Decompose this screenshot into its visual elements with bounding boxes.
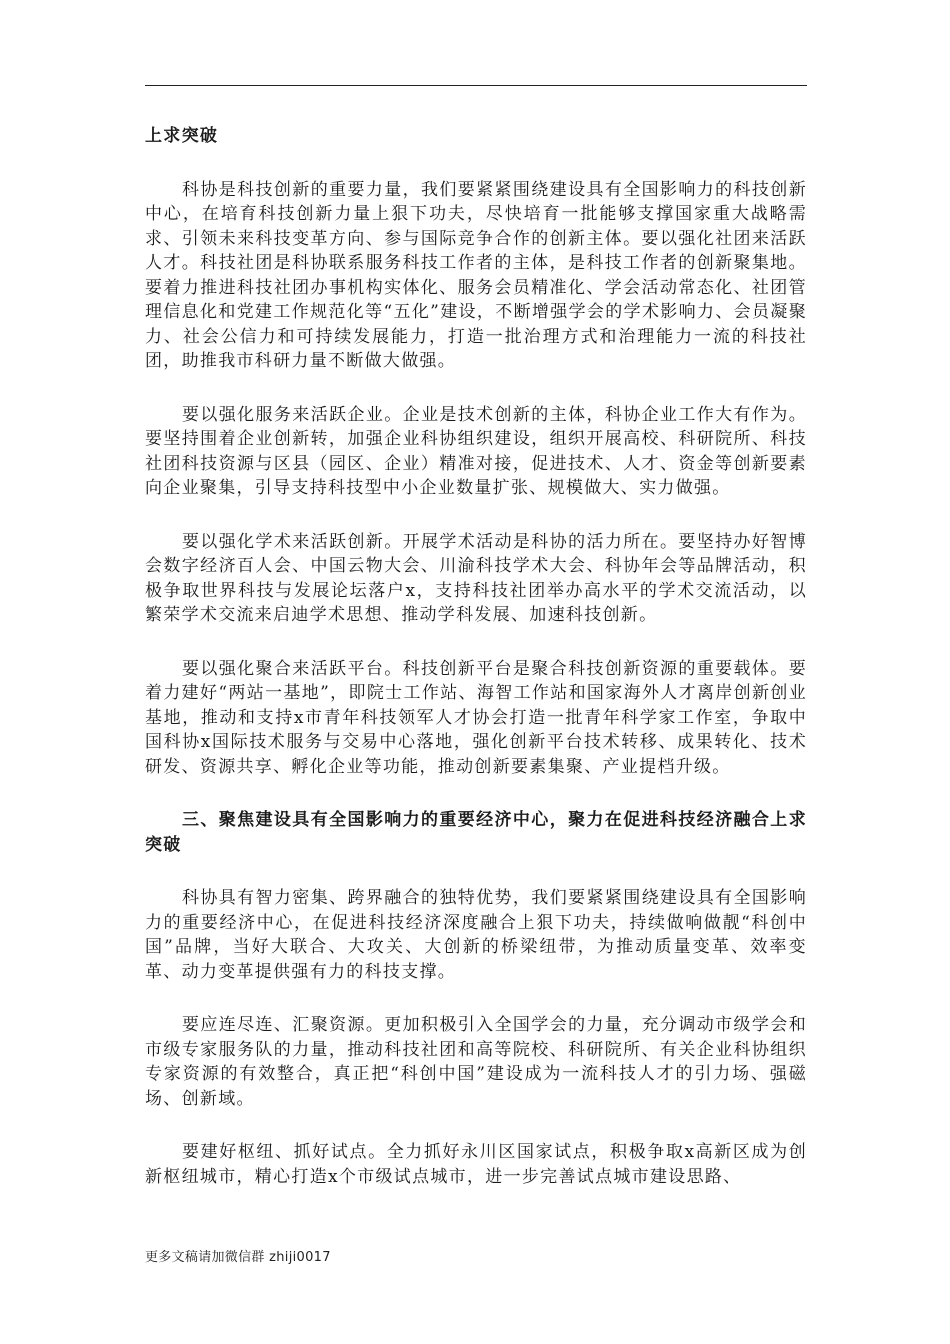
document-body xyxy=(145,124,807,1218)
paragraph: 要建好枢纽、抓好试点。全力抓好永川区国家试点，积极争取x高新区成为创新枢纽城市，精心打造x个市级试点城市，进一步完善试点城市建设思路、 xyxy=(145,1142,807,1187)
section-heading: 三、聚焦建设具有全国影响力的重要经济中心，聚力在促进科技经济融合上求突破 xyxy=(145,810,807,855)
paragraph: 科协具有智力密集、跨界融合的独特优势，我们要紧紧围绕建设具有全国影响力的重要经济中心，在促进科技经济深度融合上狠下功夫，持续做响做靓“科创中国”品牌，当好大联合、大攻关、大创新的桥梁纽带，为推动质量变革、效率变革、动力变革提供强有力的科技支撑。 xyxy=(145,888,807,982)
paragraph: 要以强化学术来活跃创新。开展学术活动是科协的活力所在。要坚持办好智博会数字经济百人会、中国云物大会、川渝科技学术大会、科协年会等品牌活动，积极争取世界科技与发展论坛落户x，支持科技社团举办高水平的学术交流活动，以繁荣学术交流来启迪学术思想、推动学科发展、加速科技创新。 xyxy=(145,531,807,625)
paragraph: 科协是科技创新的重要力量，我们要紧紧围绕建设具有全国影响力的科技创新中心，在培育科技创新力量上狠下功夫，尽快培育一批能够支撑国家重大战略需求、引领未来科技变革方向、参与国际竞争合作的创新主体。要以强化社团来活跃人才。科技社团是科协联系服务科技工作者的主体，是科技工作者的创新聚集地。要着力推进科技社团办事机构实体化、服务会员精准化、学会活动常态化、社团管理信息化和党建工作规范化等“五化”建设，不断增强学会的学术影响力、会员凝聚力、社会公信力和可持续发展能力，打造一批治理方式和治理能力一流的科技社团，助推我市科研力量不断做大做强。 xyxy=(145,179,807,371)
header-rule xyxy=(145,85,807,86)
section-heading-continuation: 上求突破 xyxy=(145,126,219,146)
paragraph: 要应连尽连、汇聚资源。更加积极引入全国学会的力量，充分调动市级学会和市级专家服务队的力量，推动科技社团和高等院校、科研院所、有关企业科协组织专家资源的有效整合，真正把“科创中国”建设成为一流科技人才的引力场、强磁场、创新域。 xyxy=(145,1015,807,1109)
paragraph: 要以强化聚合来活跃平台。科技创新平台是聚合科技创新资源的重要载体。要着力建好“两站一基地”，即院士工作站、海智工作站和国家海外人才离岸创新创业基地，推动和支持x市青年科技领军人才协会打造一批青年科学家工作室，争取中国科协x国际技术服务与交易中心落地，强化创新平台技术转移、成果转化、技术研发、资源共享、孵化企业等功能，推动创新要素集聚、产业提档升级。 xyxy=(145,658,807,777)
paragraph: 要以强化服务来活跃企业。企业是技术创新的主体，科协企业工作大有作为。要坚持围着企业创新转，加强企业科协组织建设，组织开展高校、科研院所、科技社团科技资源与区县（园区、企业）精准对接，促进技术、人才、资金等创新要素向企业聚集，引导支持科技型中小企业数量扩张、规模做大、实力做强。 xyxy=(145,404,807,498)
footer-note: 更多文稿请加微信群 zhiji0017 xyxy=(145,1250,331,1265)
